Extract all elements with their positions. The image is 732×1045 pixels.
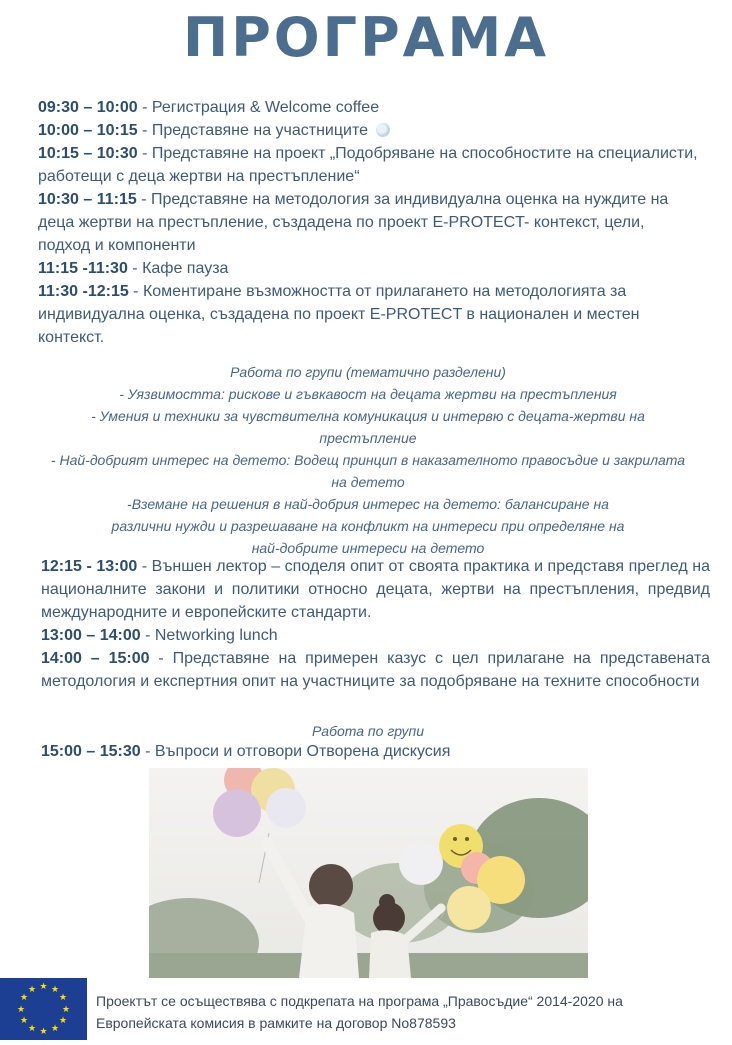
svg-text:★: ★	[19, 1016, 29, 1026]
svg-text:★: ★	[39, 982, 48, 992]
agenda-text: - Външен лектор – споделя опит от своята практика и представя преглед на националните закони и политики относно децата, жертви на престъпления, предвид международните и европейските стандарти.	[41, 558, 711, 621]
agenda-time: 10:15 – 10:30	[38, 145, 138, 162]
page-title: ПРОГРАМА	[183, 6, 549, 69]
workshop-item: - Най-добрият интерес на детето: Водещ принцип в наказателното правосъдие и закрилата на детето	[50, 452, 686, 490]
agenda-item	[38, 96, 698, 119]
agenda-text: - Представяне на методология за индивидуална оценка на нуждите на деца жертви на престъпление, създадена по проект E-PROTECT- контекст, цели, подход и компоненти	[38, 191, 669, 254]
svg-text:★: ★	[19, 993, 29, 1003]
agenda-item	[41, 740, 701, 763]
agenda-item	[38, 119, 698, 142]
agenda-item	[38, 188, 698, 257]
svg-text:★: ★	[58, 993, 68, 1003]
agenda-time: 11:15 -11:30	[38, 260, 128, 277]
workshop-item: -Вземане на решения в най-добрия интерес на детето: балансиране на различни нужди и разрешаване на конфликт на интереси при определяне на най-добрите интереси на детето	[111, 496, 625, 556]
agenda-item	[38, 142, 698, 188]
workshop-block	[38, 361, 698, 559]
agenda-time: 12:15 - 13:00	[41, 558, 138, 575]
svg-text:★: ★	[27, 1024, 37, 1034]
agenda-last	[41, 740, 701, 763]
svg-text:★: ★	[61, 1005, 71, 1015]
agenda-text: - Кафе пауза	[127, 260, 229, 277]
group-work-label: Работа по групи	[311, 723, 425, 739]
agenda-item	[41, 624, 710, 647]
agenda-text: - Представяне на участниците	[137, 122, 369, 139]
agenda-item	[38, 280, 698, 349]
agenda-time: 13:00 – 14:00	[41, 627, 141, 644]
agenda-text: - Networking lunch	[140, 627, 278, 644]
children-with-balloons-photo	[149, 768, 588, 978]
agenda-text: - Въпроси и отговори Отворена дискусия	[140, 743, 451, 760]
agenda-time: 10:30 – 11:15	[38, 191, 137, 208]
balloons-illustration	[149, 768, 588, 978]
agenda-text: - Представяне на примерен казус с цел прилагане на представената методология и експертния опит на участниците за подобряване на техните способности	[41, 650, 710, 690]
agenda-bottom	[41, 555, 710, 693]
svg-text:★: ★	[50, 985, 60, 995]
svg-text:★: ★	[16, 1005, 26, 1015]
agenda-item	[41, 555, 710, 624]
svg-text:★: ★	[39, 1027, 48, 1037]
workshop-item: - Умения и техники за чувствителна комуникация и интервю с децата-жертви на престъпление	[91, 408, 645, 446]
funding-notice: Проектът се осъществява с подкрепата на програма „Правосъдие“ 2014-2020 на Европейската комисия в рамките на договор No878593	[96, 993, 623, 1031]
agenda-time: 14:00 – 15:00	[41, 650, 150, 667]
agenda-time: 09:30 – 10:00	[38, 99, 138, 116]
agenda-text: - Коментиране възможността от прилагането на методологията за индивидуална оценка, създадена по проект E-PROTECT в национален и местен контекст.	[38, 283, 640, 346]
agenda-top	[38, 96, 698, 349]
workshop-item: - Уязвимостта: рискове и гъвкавост на децата жертви на престъпления	[119, 386, 617, 402]
agenda-time: 11:30 -12:15	[38, 283, 129, 300]
workshop-heading: Работа по групи (тематично разделени)	[230, 364, 506, 380]
agenda-item	[38, 257, 698, 280]
agenda-time: 15:00 – 15:30	[41, 743, 141, 760]
sparkle-icon	[376, 123, 390, 137]
agenda-item	[41, 647, 710, 693]
agenda-time: 10:00 – 10:15	[38, 122, 138, 139]
svg-text:★: ★	[27, 985, 37, 995]
eu-flag-icon	[0, 978, 87, 1040]
svg-text:★: ★	[58, 1016, 68, 1026]
agenda-text: - Представяне на проект „Подобряване на способностите на специалисти, работещи с деца жертви на престъпление“	[38, 145, 698, 185]
agenda-text: - Регистрация & Welcome coffee	[137, 99, 380, 116]
svg-text:★: ★	[50, 1024, 60, 1034]
eu-stars	[0, 978, 87, 1040]
